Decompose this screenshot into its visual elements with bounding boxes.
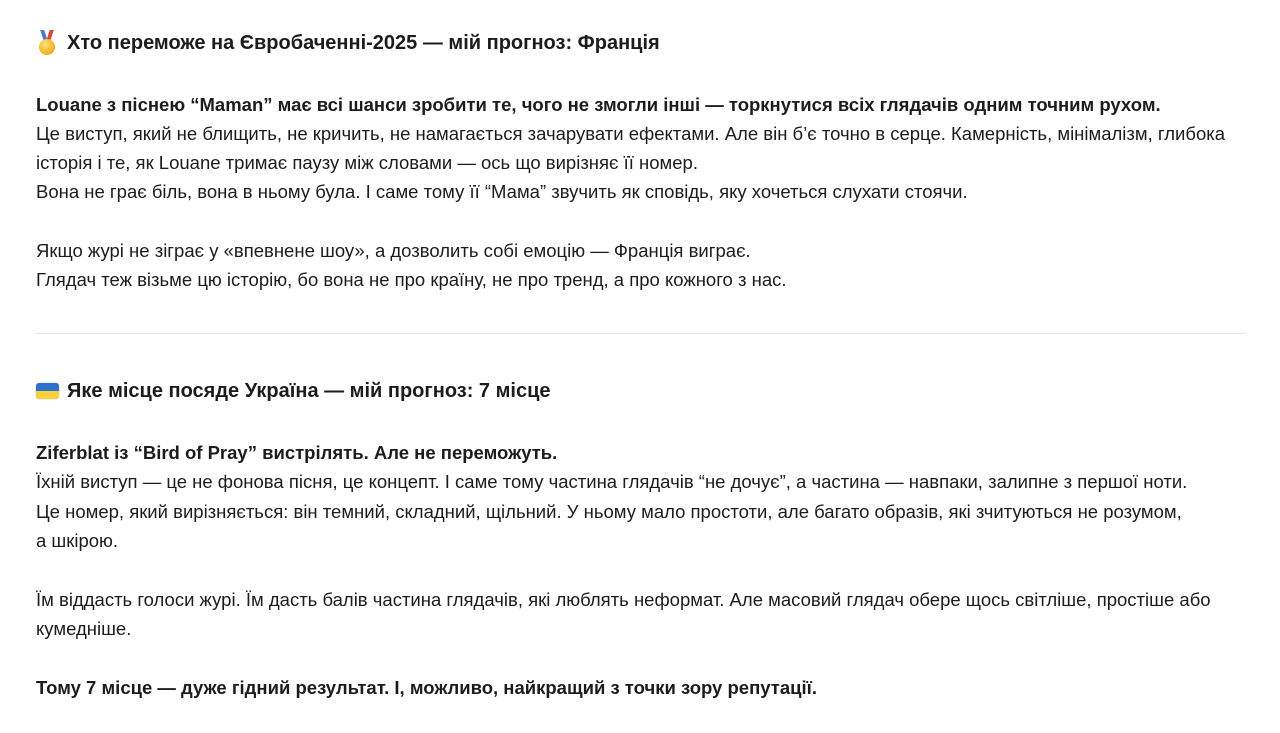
paragraph-line: а шкірою.: [36, 530, 119, 551]
paragraph-line: Це номер, який вирізняється: він темний, складний, щільний. У ньому мало простоти, але багато образів, які зчитуються не розумом,: [36, 501, 1182, 522]
paragraph-line: Глядач теж візьме цю історію, бо вона не про країну, не про тренд, а про кожного з нас.: [36, 269, 787, 290]
paragraph-line: кумедніше.: [36, 618, 132, 639]
section-heading-text: Яке місце посяде Україна — мій прогноз: 7 місце: [67, 380, 551, 402]
section-heading-ukraine: [36, 377, 551, 405]
paragraph-line: Це виступ, який не блищить, не кричить, не намагається зачарувати ефектами. Але він б’є точно в серце. Камерність, мінімалізм, глибока: [36, 123, 1226, 144]
section-heading-france: [36, 29, 660, 57]
paragraph-line: Їм віддасть голоси журі. Їм дасть балів частина глядачів, які люблять неформат. Але масовий глядач обере щось світліше, простіше або: [36, 589, 1211, 610]
section-heading-text: Хто переможе на Євробаченні-2025 — мій прогноз: Франція: [67, 32, 660, 54]
closing-sentence: Тому 7 місце — дуже гідний результат. І, можливо, найкращий з точки зору репутації.: [36, 677, 817, 698]
ukraine-flag-icon: [36, 383, 59, 399]
section-divider: [36, 333, 1246, 334]
gold-medal-icon: [36, 30, 58, 56]
paragraph-line: Їхній виступ — це не фонова пісня, це концепт. І саме тому частина глядачів “не дочує”, а частина — навпаки, залипне з першої ноти.: [36, 471, 1188, 492]
paragraph-line: Вона не грає біль, вона в ньому була. І саме тому її “Мама” звучить як сповідь, яку хочеться слухати стоячи.: [36, 181, 968, 202]
lead-sentence: Louane з піснею “Maman” має всі шанси зробити те, чого не змогли інші — торкнутися всіх глядачів одним точним рухом.: [36, 94, 1161, 115]
paragraph-line: Якщо журі не зіграє у «впевнене шоу», а дозволить собі емоцію — Франція виграє.: [36, 240, 751, 261]
lead-sentence: Ziferblat із “Bird of Pray” вистрілять. Але не переможуть.: [36, 442, 558, 463]
paragraph-line: історія і те, як Louane тримає паузу між словами — ось що вирізняє її номер.: [36, 152, 698, 173]
